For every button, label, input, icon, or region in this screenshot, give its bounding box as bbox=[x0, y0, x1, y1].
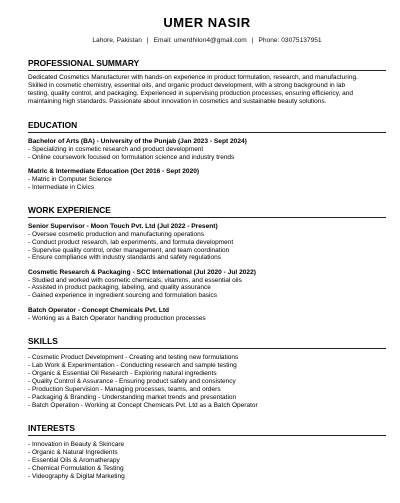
skills-section bbox=[28, 336, 386, 409]
interests-list bbox=[28, 441, 386, 481]
experience-entry bbox=[28, 307, 386, 323]
bullet-item: - Supervise quality control, order management, and team coordination bbox=[28, 246, 230, 254]
summary-text bbox=[28, 74, 386, 106]
section-title: INTERESTS bbox=[28, 423, 386, 436]
bullet-item: - Studied and worked with cosmetic chemicals, vitamins, and essential oils bbox=[28, 276, 242, 284]
bullet-item: - Online coursework focused on formulation science and industry trends bbox=[28, 153, 235, 161]
phone[interactable]: Phone: 03075137951 bbox=[258, 37, 322, 44]
email[interactable]: Email: umerdhilon4@gmail.com bbox=[153, 37, 247, 44]
entry-heading: Bachelor of Arts (BA) - University of the Punjab (Jan 2023 - Sept 2024) bbox=[28, 138, 247, 145]
interest-item: - Essential Oils & Aromatherapy bbox=[28, 457, 120, 465]
education-section bbox=[28, 120, 386, 191]
bullet-item: - Matric in Computer Science bbox=[28, 176, 112, 184]
skill-item: - Quality Control & Assurance - Ensuring product safety and consistency bbox=[28, 377, 236, 385]
education-entry bbox=[28, 168, 386, 191]
interests-section bbox=[28, 423, 386, 481]
bullet-item: - Intermediate in Civics bbox=[28, 183, 95, 191]
interest-item: - Innovation in Beauty & Skincare bbox=[28, 441, 125, 449]
contact-line bbox=[28, 37, 386, 44]
separator: | bbox=[251, 37, 254, 44]
section-title: WORK EXPERIENCE bbox=[28, 205, 386, 218]
summary-section bbox=[28, 58, 386, 106]
bullet-item: - Specializing in cosmetic research and product development bbox=[28, 146, 204, 153]
entry-heading: Batch Operator - Concept Chemicals Pvt. Ltd bbox=[28, 306, 170, 314]
section-title: EDUCATION bbox=[28, 120, 386, 133]
separator: | bbox=[146, 37, 149, 44]
bullet-item: - Oversee cosmetic production and manufacturing operations bbox=[28, 231, 204, 239]
section-title: SKILLS bbox=[28, 336, 386, 349]
experience-entry bbox=[28, 269, 386, 300]
section-title: PROFESSIONAL SUMMARY bbox=[28, 58, 386, 71]
skills-list bbox=[28, 354, 386, 409]
experience-entry bbox=[28, 223, 386, 261]
bullet-item: - Working as a Batch Operator handling production processes bbox=[28, 314, 206, 322]
interest-item: - Videography & Digital Marketing bbox=[28, 473, 125, 481]
experience-section bbox=[28, 205, 386, 322]
interest-item: - Chemical Formulation & Testing bbox=[28, 465, 124, 473]
skill-item: - Packaging & Branding - Understanding market trends and presentation bbox=[28, 393, 237, 401]
skill-item: - Lab Work & Experimentation - Conducting research and sample testing bbox=[28, 362, 237, 370]
bullet-item: - Assisted in product packaging, labeling, and quality assurance bbox=[28, 284, 211, 292]
summary-line: Skilled in cosmetic chemistry, essential oils, and organic product development, with a strong background in lab bbox=[28, 82, 346, 89]
summary-line: maintaining high standards. Passionate about innovation in cosmetics and sustainable beauty solutions. bbox=[28, 98, 327, 105]
location: Lahore, Pakistan bbox=[92, 37, 142, 44]
entry-heading: Senior Supervisor - Moon Touch Pvt. Ltd (Jul 2022 - Present) bbox=[28, 223, 218, 231]
interest-item: - Organic & Natural Ingredients bbox=[28, 449, 118, 457]
summary-line: Dedicated Cosmetics Manufacturer with hands-on experience in product formulation, research, and manufacturing. bbox=[28, 74, 358, 81]
summary-line: testing, quality control, and packaging. Experienced in supervising production processes, ensuring efficiency, and bbox=[28, 90, 353, 97]
entry-heading: Matric & Intermediate Education (Oct 2016 - Sept 2020) bbox=[28, 168, 200, 176]
bullet-item: - Ensure compliance with industry standards and safety regulations bbox=[28, 254, 221, 262]
candidate-name: UMER NASIR bbox=[163, 15, 251, 30]
bullet-item: - Conduct product research, lab experiments, and formula development bbox=[28, 238, 234, 246]
entry-heading: Cosmetic Research & Packaging - SCC International (Jul 2020 - Jul 2022) bbox=[28, 268, 256, 276]
education-entry bbox=[28, 138, 386, 161]
skill-item: - Organic & Essential Oil Research - Exploring natural ingredients bbox=[28, 369, 217, 377]
bullet-item: - Gained experience in ingredient sourcing and formulation basics bbox=[28, 291, 217, 299]
skill-item: - Production Supervision - Managing processes, teams, and orders bbox=[28, 385, 221, 393]
skill-item: - Cosmetic Product Development - Creating and testing new formulations bbox=[28, 354, 239, 362]
skill-item: - Batch Operation - Working at Concept Chemicals Pvt. Ltd as a Batch Operator bbox=[28, 401, 258, 409]
